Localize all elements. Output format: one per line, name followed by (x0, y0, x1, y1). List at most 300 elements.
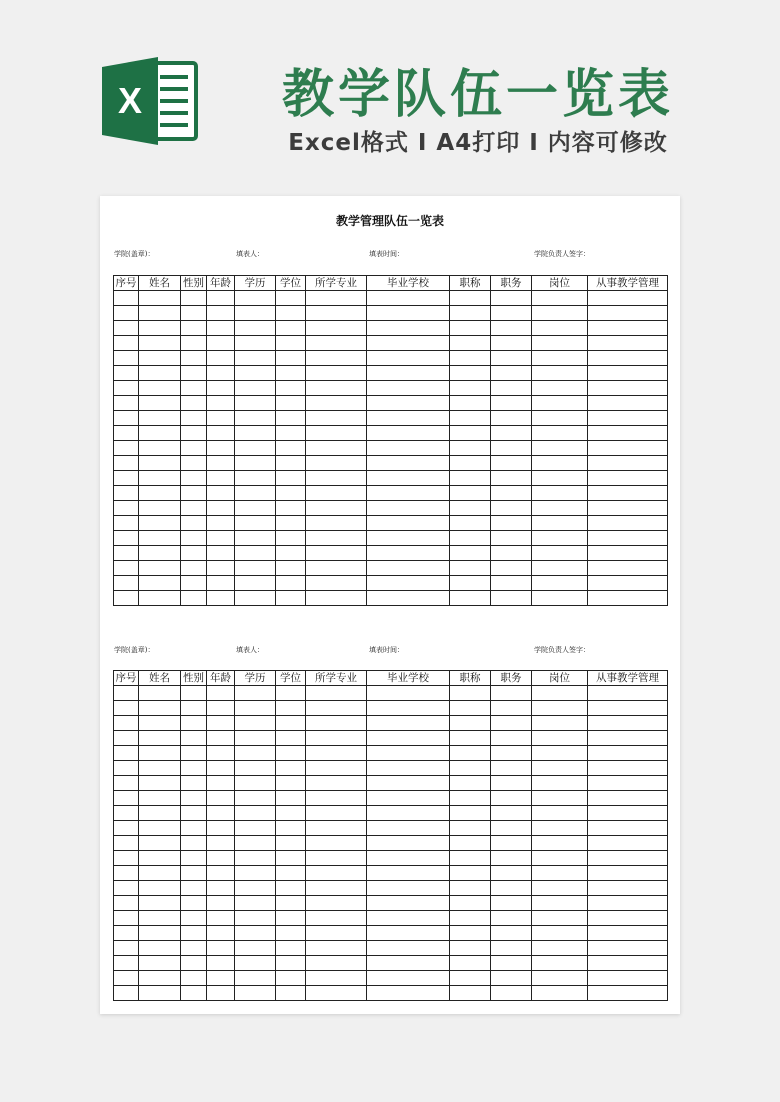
table-cell[interactable] (139, 546, 181, 561)
table-cell[interactable] (306, 761, 367, 776)
table-cell[interactable] (306, 501, 367, 516)
table-cell[interactable] (306, 836, 367, 851)
table-cell[interactable] (450, 911, 491, 926)
table-cell[interactable] (235, 486, 276, 501)
table-cell[interactable] (207, 776, 235, 791)
table-cell[interactable] (532, 441, 588, 456)
table-cell[interactable] (181, 591, 207, 606)
table-cell[interactable] (139, 576, 181, 591)
table-cell[interactable] (588, 381, 668, 396)
table-cell[interactable] (139, 686, 181, 701)
table-cell[interactable] (181, 821, 207, 836)
table-cell[interactable] (235, 306, 276, 321)
table-cell[interactable] (306, 591, 367, 606)
table-cell[interactable] (235, 336, 276, 351)
table-cell[interactable] (450, 516, 491, 531)
table-cell[interactable] (114, 731, 139, 746)
table-cell[interactable] (276, 291, 306, 306)
table-cell[interactable] (181, 701, 207, 716)
table-cell[interactable] (491, 821, 532, 836)
table-cell[interactable] (588, 761, 668, 776)
table-cell[interactable] (181, 986, 207, 1001)
table-cell[interactable] (491, 366, 532, 381)
table-cell[interactable] (306, 381, 367, 396)
table-cell[interactable] (588, 686, 668, 701)
table-cell[interactable] (276, 381, 306, 396)
table-cell[interactable] (367, 911, 450, 926)
table-cell[interactable] (588, 821, 668, 836)
table-cell[interactable] (306, 561, 367, 576)
table-cell[interactable] (276, 366, 306, 381)
table-cell[interactable] (139, 381, 181, 396)
table-cell[interactable] (367, 591, 450, 606)
table-cell[interactable] (367, 501, 450, 516)
table-cell[interactable] (235, 866, 276, 881)
table-cell[interactable] (181, 516, 207, 531)
table-cell[interactable] (450, 941, 491, 956)
table-cell[interactable] (276, 926, 306, 941)
table-cell[interactable] (114, 366, 139, 381)
table-cell[interactable] (181, 776, 207, 791)
table-cell[interactable] (367, 746, 450, 761)
table-cell[interactable] (207, 411, 235, 426)
table-cell[interactable] (491, 516, 532, 531)
table-cell[interactable] (139, 881, 181, 896)
table-cell[interactable] (114, 791, 139, 806)
table-cell[interactable] (235, 291, 276, 306)
table-cell[interactable] (491, 546, 532, 561)
table-cell[interactable] (588, 306, 668, 321)
table-cell[interactable] (491, 686, 532, 701)
table-cell[interactable] (235, 791, 276, 806)
table-cell[interactable] (276, 351, 306, 366)
table-cell[interactable] (532, 791, 588, 806)
table-cell[interactable] (367, 441, 450, 456)
table-cell[interactable] (491, 926, 532, 941)
table-cell[interactable] (114, 986, 139, 1001)
table-cell[interactable] (139, 866, 181, 881)
table-cell[interactable] (491, 591, 532, 606)
table-cell[interactable] (235, 381, 276, 396)
table-cell[interactable] (450, 291, 491, 306)
table-cell[interactable] (114, 806, 139, 821)
table-cell[interactable] (235, 911, 276, 926)
table-cell[interactable] (367, 381, 450, 396)
table-cell[interactable] (114, 486, 139, 501)
table-cell[interactable] (139, 971, 181, 986)
table-cell[interactable] (306, 321, 367, 336)
table-cell[interactable] (235, 941, 276, 956)
table-cell[interactable] (139, 791, 181, 806)
table-cell[interactable] (207, 956, 235, 971)
table-cell[interactable] (306, 866, 367, 881)
table-cell[interactable] (207, 821, 235, 836)
table-cell[interactable] (235, 776, 276, 791)
table-cell[interactable] (588, 546, 668, 561)
table-cell[interactable] (532, 336, 588, 351)
table-cell[interactable] (114, 971, 139, 986)
table-cell[interactable] (276, 576, 306, 591)
table-cell[interactable] (235, 986, 276, 1001)
table-cell[interactable] (367, 701, 450, 716)
table-cell[interactable] (207, 546, 235, 561)
table-cell[interactable] (588, 501, 668, 516)
table-cell[interactable] (491, 806, 532, 821)
table-cell[interactable] (491, 986, 532, 1001)
table-cell[interactable] (207, 576, 235, 591)
table-cell[interactable] (367, 426, 450, 441)
table-cell[interactable] (367, 321, 450, 336)
table-cell[interactable] (306, 291, 367, 306)
table-cell[interactable] (450, 591, 491, 606)
table-cell[interactable] (367, 366, 450, 381)
table-cell[interactable] (139, 456, 181, 471)
table-cell[interactable] (181, 441, 207, 456)
table-cell[interactable] (207, 516, 235, 531)
table-cell[interactable] (207, 986, 235, 1001)
table-cell[interactable] (588, 941, 668, 956)
table-cell[interactable] (114, 836, 139, 851)
table-cell[interactable] (181, 396, 207, 411)
table-cell[interactable] (306, 806, 367, 821)
table-cell[interactable] (235, 591, 276, 606)
table-cell[interactable] (207, 896, 235, 911)
table-cell[interactable] (491, 836, 532, 851)
table-cell[interactable] (491, 791, 532, 806)
table-cell[interactable] (235, 881, 276, 896)
table-cell[interactable] (235, 896, 276, 911)
table-cell[interactable] (207, 441, 235, 456)
table-cell[interactable] (532, 746, 588, 761)
table-cell[interactable] (207, 426, 235, 441)
table-cell[interactable] (588, 351, 668, 366)
table-cell[interactable] (367, 971, 450, 986)
table-cell[interactable] (181, 926, 207, 941)
table-cell[interactable] (139, 366, 181, 381)
table-cell[interactable] (367, 336, 450, 351)
table-cell[interactable] (276, 441, 306, 456)
table-cell[interactable] (491, 351, 532, 366)
table-cell[interactable] (491, 971, 532, 986)
table-cell[interactable] (588, 866, 668, 881)
table-cell[interactable] (532, 806, 588, 821)
table-cell[interactable] (181, 576, 207, 591)
table-cell[interactable] (306, 911, 367, 926)
table-cell[interactable] (450, 761, 491, 776)
table-cell[interactable] (181, 486, 207, 501)
table-cell[interactable] (491, 396, 532, 411)
table-cell[interactable] (139, 776, 181, 791)
table-cell[interactable] (114, 576, 139, 591)
table-cell[interactable] (367, 986, 450, 1001)
table-cell[interactable] (532, 926, 588, 941)
table-cell[interactable] (588, 591, 668, 606)
table-cell[interactable] (276, 306, 306, 321)
table-cell[interactable] (276, 546, 306, 561)
table-cell[interactable] (276, 701, 306, 716)
table-cell[interactable] (114, 896, 139, 911)
table-cell[interactable] (235, 516, 276, 531)
table-cell[interactable] (235, 971, 276, 986)
table-cell[interactable] (181, 291, 207, 306)
table-cell[interactable] (450, 381, 491, 396)
table-cell[interactable] (207, 836, 235, 851)
table-cell[interactable] (367, 896, 450, 911)
table-cell[interactable] (491, 336, 532, 351)
table-cell[interactable] (491, 456, 532, 471)
table-cell[interactable] (235, 501, 276, 516)
table-cell[interactable] (181, 561, 207, 576)
table-cell[interactable] (491, 761, 532, 776)
table-cell[interactable] (367, 456, 450, 471)
table-cell[interactable] (306, 576, 367, 591)
table-cell[interactable] (588, 971, 668, 986)
table-cell[interactable] (114, 531, 139, 546)
table-cell[interactable] (114, 821, 139, 836)
table-cell[interactable] (276, 471, 306, 486)
table-cell[interactable] (207, 306, 235, 321)
table-cell[interactable] (114, 926, 139, 941)
table-cell[interactable] (181, 896, 207, 911)
table-cell[interactable] (207, 881, 235, 896)
table-cell[interactable] (306, 881, 367, 896)
table-cell[interactable] (367, 791, 450, 806)
table-cell[interactable] (450, 926, 491, 941)
table-cell[interactable] (306, 791, 367, 806)
table-cell[interactable] (491, 866, 532, 881)
table-cell[interactable] (367, 806, 450, 821)
table-cell[interactable] (306, 366, 367, 381)
table-cell[interactable] (139, 716, 181, 731)
table-cell[interactable] (450, 426, 491, 441)
table-cell[interactable] (306, 516, 367, 531)
table-cell[interactable] (450, 986, 491, 1001)
table-cell[interactable] (532, 561, 588, 576)
table-cell[interactable] (588, 791, 668, 806)
table-cell[interactable] (139, 426, 181, 441)
table-cell[interactable] (181, 806, 207, 821)
table-cell[interactable] (450, 576, 491, 591)
table-cell[interactable] (367, 866, 450, 881)
table-cell[interactable] (367, 471, 450, 486)
table-cell[interactable] (532, 986, 588, 1001)
table-cell[interactable] (235, 561, 276, 576)
table-cell[interactable] (139, 761, 181, 776)
table-cell[interactable] (235, 546, 276, 561)
table-cell[interactable] (114, 746, 139, 761)
table-cell[interactable] (532, 411, 588, 426)
table-cell[interactable] (207, 851, 235, 866)
table-cell[interactable] (276, 896, 306, 911)
table-cell[interactable] (276, 411, 306, 426)
table-cell[interactable] (139, 441, 181, 456)
table-cell[interactable] (235, 851, 276, 866)
table-cell[interactable] (139, 926, 181, 941)
table-cell[interactable] (532, 381, 588, 396)
table-cell[interactable] (139, 336, 181, 351)
table-cell[interactable] (450, 561, 491, 576)
table-cell[interactable] (450, 851, 491, 866)
table-cell[interactable] (181, 531, 207, 546)
table-cell[interactable] (207, 971, 235, 986)
table-cell[interactable] (207, 396, 235, 411)
table-cell[interactable] (181, 501, 207, 516)
table-cell[interactable] (181, 791, 207, 806)
table-cell[interactable] (207, 471, 235, 486)
table-cell[interactable] (491, 716, 532, 731)
table-cell[interactable] (588, 851, 668, 866)
table-cell[interactable] (235, 686, 276, 701)
table-cell[interactable] (367, 546, 450, 561)
table-cell[interactable] (306, 926, 367, 941)
table-cell[interactable] (139, 531, 181, 546)
table-cell[interactable] (207, 291, 235, 306)
table-cell[interactable] (207, 531, 235, 546)
table-cell[interactable] (276, 516, 306, 531)
table-cell[interactable] (114, 776, 139, 791)
table-cell[interactable] (276, 321, 306, 336)
table-cell[interactable] (491, 426, 532, 441)
table-cell[interactable] (532, 941, 588, 956)
table-cell[interactable] (276, 941, 306, 956)
table-cell[interactable] (491, 701, 532, 716)
table-cell[interactable] (139, 941, 181, 956)
table-cell[interactable] (235, 351, 276, 366)
table-cell[interactable] (139, 956, 181, 971)
table-cell[interactable] (207, 791, 235, 806)
table-cell[interactable] (450, 971, 491, 986)
table-cell[interactable] (181, 956, 207, 971)
table-cell[interactable] (207, 381, 235, 396)
table-cell[interactable] (532, 306, 588, 321)
table-cell[interactable] (532, 531, 588, 546)
table-cell[interactable] (139, 986, 181, 1001)
table-cell[interactable] (306, 426, 367, 441)
table-cell[interactable] (139, 561, 181, 576)
table-cell[interactable] (235, 321, 276, 336)
table-cell[interactable] (306, 471, 367, 486)
table-cell[interactable] (114, 866, 139, 881)
table-cell[interactable] (532, 761, 588, 776)
table-cell[interactable] (532, 546, 588, 561)
table-cell[interactable] (181, 471, 207, 486)
table-cell[interactable] (139, 486, 181, 501)
table-cell[interactable] (207, 761, 235, 776)
table-cell[interactable] (450, 731, 491, 746)
table-cell[interactable] (235, 956, 276, 971)
table-cell[interactable] (450, 546, 491, 561)
table-cell[interactable] (450, 896, 491, 911)
table-cell[interactable] (491, 881, 532, 896)
table-cell[interactable] (491, 501, 532, 516)
table-cell[interactable] (139, 911, 181, 926)
table-cell[interactable] (450, 866, 491, 881)
table-cell[interactable] (181, 426, 207, 441)
table-cell[interactable] (367, 926, 450, 941)
table-cell[interactable] (491, 561, 532, 576)
table-cell[interactable] (114, 561, 139, 576)
table-cell[interactable] (235, 836, 276, 851)
table-cell[interactable] (367, 531, 450, 546)
table-cell[interactable] (532, 716, 588, 731)
table-cell[interactable] (276, 456, 306, 471)
table-cell[interactable] (367, 516, 450, 531)
table-cell[interactable] (532, 486, 588, 501)
table-cell[interactable] (450, 486, 491, 501)
table-cell[interactable] (450, 686, 491, 701)
table-cell[interactable] (367, 851, 450, 866)
table-cell[interactable] (235, 761, 276, 776)
table-cell[interactable] (114, 306, 139, 321)
table-cell[interactable] (450, 881, 491, 896)
table-cell[interactable] (588, 731, 668, 746)
table-cell[interactable] (588, 486, 668, 501)
table-cell[interactable] (532, 821, 588, 836)
table-cell[interactable] (532, 366, 588, 381)
table-cell[interactable] (181, 366, 207, 381)
table-cell[interactable] (114, 956, 139, 971)
table-cell[interactable] (491, 486, 532, 501)
table-cell[interactable] (306, 821, 367, 836)
table-cell[interactable] (450, 746, 491, 761)
table-cell[interactable] (532, 851, 588, 866)
table-cell[interactable] (139, 396, 181, 411)
table-cell[interactable] (139, 701, 181, 716)
table-cell[interactable] (235, 441, 276, 456)
table-cell[interactable] (532, 291, 588, 306)
table-cell[interactable] (588, 926, 668, 941)
table-cell[interactable] (114, 851, 139, 866)
table-cell[interactable] (114, 321, 139, 336)
table-cell[interactable] (306, 336, 367, 351)
table-cell[interactable] (588, 456, 668, 471)
table-cell[interactable] (532, 591, 588, 606)
table-cell[interactable] (276, 791, 306, 806)
table-cell[interactable] (139, 591, 181, 606)
table-cell[interactable] (306, 716, 367, 731)
table-cell[interactable] (181, 321, 207, 336)
table-cell[interactable] (450, 701, 491, 716)
table-cell[interactable] (491, 941, 532, 956)
table-cell[interactable] (235, 456, 276, 471)
table-cell[interactable] (532, 701, 588, 716)
table-cell[interactable] (139, 321, 181, 336)
table-cell[interactable] (367, 821, 450, 836)
table-cell[interactable] (588, 956, 668, 971)
table-cell[interactable] (491, 321, 532, 336)
table-cell[interactable] (588, 291, 668, 306)
table-cell[interactable] (588, 911, 668, 926)
table-cell[interactable] (367, 411, 450, 426)
table-cell[interactable] (491, 381, 532, 396)
table-cell[interactable] (491, 956, 532, 971)
table-cell[interactable] (491, 291, 532, 306)
table-cell[interactable] (181, 336, 207, 351)
table-cell[interactable] (276, 746, 306, 761)
table-cell[interactable] (207, 366, 235, 381)
table-cell[interactable] (114, 716, 139, 731)
table-cell[interactable] (588, 746, 668, 761)
table-cell[interactable] (367, 351, 450, 366)
table-cell[interactable] (114, 591, 139, 606)
table-cell[interactable] (139, 821, 181, 836)
table-cell[interactable] (532, 866, 588, 881)
table-cell[interactable] (306, 896, 367, 911)
table-cell[interactable] (306, 746, 367, 761)
table-cell[interactable] (450, 776, 491, 791)
table-cell[interactable] (235, 926, 276, 941)
table-cell[interactable] (450, 336, 491, 351)
